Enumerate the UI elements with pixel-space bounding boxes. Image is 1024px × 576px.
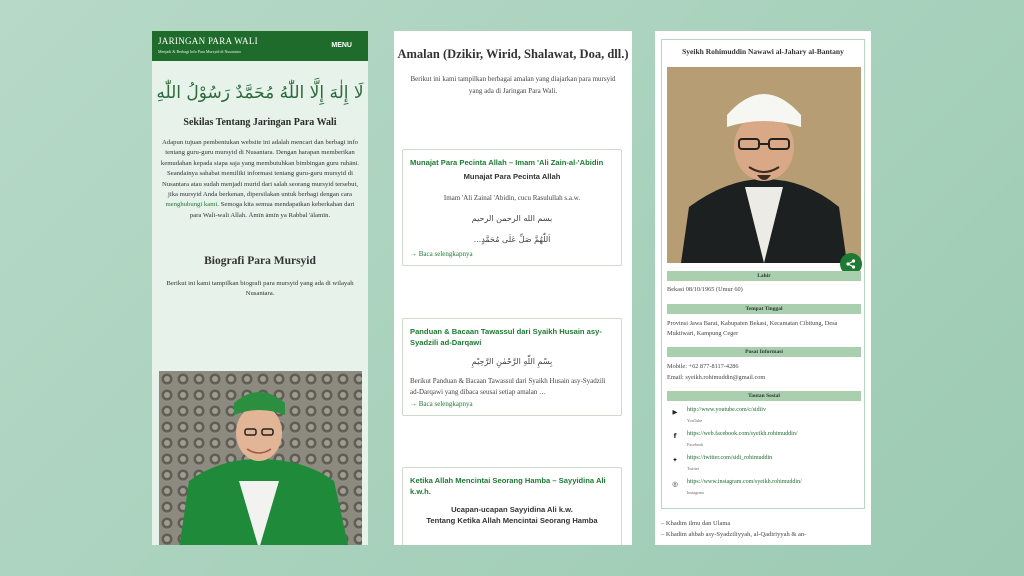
read-more-link[interactable]: → Baca selengkapnya bbox=[410, 400, 473, 409]
contact-link[interactable]: menghubungi kami bbox=[165, 201, 218, 209]
site-title[interactable]: JARINGAN PARA WALI bbox=[158, 36, 258, 46]
profile-photo[interactable] bbox=[667, 67, 861, 263]
social-link-instagram[interactable] bbox=[667, 479, 861, 501]
section-header-tempat-tinggal: Tempat Tinggal bbox=[667, 304, 861, 314]
instagram-icon: ◎ bbox=[672, 480, 678, 488]
card-subtitle: Ucapan-ucapan Sayyidina Ali k.w. bbox=[451, 504, 573, 514]
lahir-value: Bekasi 08/10/1965 (Umur 60) bbox=[667, 286, 743, 293]
social-link-youtube[interactable] bbox=[667, 407, 861, 429]
card-body: Berikut Panduan & Bacaan Tawassul dari Syaikh Husain asy-Syadzili ad-Darqawi yang dibaca seusai setiap amalan … bbox=[410, 376, 606, 396]
social-label: YouTube bbox=[687, 418, 703, 423]
card-arabic: ...اَللّٰهُمَّ صَلِّ عَلَى مُحَمَّدٍ bbox=[473, 234, 551, 244]
share-icon bbox=[846, 259, 856, 269]
social-label: Twitter bbox=[687, 466, 700, 471]
card-title[interactable]: Munajat Para Pecinta Allah – Imam 'Ali Zain-al-'Abidin bbox=[410, 158, 604, 167]
amalan-intro: Berikut ini kami tampilkan berbagai amalan yang diajarkan para mursyid yang ada di Jaringan Para Wali. bbox=[410, 75, 616, 95]
section-header-lahir: Lahir bbox=[667, 271, 861, 281]
social-label: Instagram bbox=[687, 490, 704, 495]
youtube-icon: ▶ bbox=[672, 408, 678, 416]
read-more-link[interactable]: → Baca selengkapnya bbox=[410, 249, 473, 258]
role-line: – Khadim ilmu dan Ulama bbox=[661, 520, 731, 527]
biography-intro: Berikut ini kami tampilkan biografi para mursyid yang ada di wilayah Nusantara. bbox=[166, 280, 354, 298]
social-link-twitter[interactable] bbox=[667, 455, 861, 477]
social-url[interactable]: http://www.youtube.com/c/sidiiv bbox=[687, 407, 766, 413]
facebook-icon: f bbox=[673, 432, 677, 440]
about-text bbox=[152, 138, 368, 221]
amalan-panel bbox=[394, 31, 632, 545]
amalan-card[interactable] bbox=[402, 149, 622, 266]
profile-card bbox=[661, 39, 865, 509]
profile-panel bbox=[655, 31, 871, 545]
mursyid-photo[interactable] bbox=[159, 371, 362, 545]
section-header-tautan-sosial: Tautan Sosial bbox=[667, 391, 861, 401]
card-title[interactable]: Panduan & Bacaan Tawassul dari Syaikh Husain asy-Syadzili ad-Darqawi bbox=[410, 327, 602, 348]
social-link-facebook[interactable] bbox=[667, 431, 861, 453]
about-heading: Sekilas Tentang Jaringan Para Wali bbox=[183, 117, 337, 128]
menu-button[interactable]: MENU bbox=[331, 42, 352, 49]
card-subtitle: Tentang Ketika Allah Mencintai Seorang Hamba bbox=[426, 516, 598, 526]
site-tagline: Menjadi & Berbagi Info Para Mursyid di Nusantara bbox=[158, 49, 241, 54]
section-header-pusat-informasi: Pusat Informasi bbox=[667, 347, 861, 357]
card-arabic: بِسْمِ اللّٰهِ الرَّحْمٰنِ الرَّحِيْمِ bbox=[471, 356, 553, 366]
mobile-value: Mobile: +62 877-8117-4286 bbox=[667, 363, 739, 370]
about-text-b: . Semoga kita semua mendapatkan keberkahan dari para Wali-wali Allah. Āmīn āmīn ya Rabbal 'ālamīn. bbox=[189, 201, 355, 219]
card-arabic: بسم الله الرحمن الرحيم bbox=[471, 213, 553, 223]
site-header bbox=[152, 31, 368, 61]
card-subtitle: Munajat Para Pecinta Allah bbox=[463, 172, 561, 182]
social-url[interactable]: https://twitter.com/sidi_rohimuddin bbox=[687, 455, 773, 461]
about-text-a: Adapun tujuan pembentukan website ini adalah mencari dan berbagi info tentang guru-guru mursyid di Nusantara. Dengan harapan memberikan kemudahan kepada siapa saja yang membutuhkan bimbingan guru ruhāni. Seandainya sahabat memiliki informasi tentang guru-guru mursyid di Nusantara atau sudah menjadi murid dari salah seorang mursyid tersebut, jika mursyid Anda berkenan, dipersilakan untuk berbagi dengan cara bbox=[160, 139, 360, 198]
social-url[interactable]: https://www.instagram.com/syeikh.rohimuddin/ bbox=[687, 479, 802, 485]
card-body: Imam 'Ali Zainal 'Abidin, cucu Rasulullah s.a.w. bbox=[443, 193, 581, 202]
amalan-title: Amalan (Dzikir, Wirid, Shalawat, Doa, dll.) bbox=[397, 47, 629, 61]
twitter-icon: ✦ bbox=[672, 456, 678, 464]
card-title[interactable]: Ketika Allah Mencintai Seorang Hamba – Sayyidina Ali k.w.h. bbox=[410, 476, 606, 497]
social-label: Facebook bbox=[687, 442, 704, 447]
mursyid-portrait bbox=[159, 371, 362, 545]
role-line: – Khadim ahbab asy-Syadziliyyah, al-Qadiriyyah & an- bbox=[661, 531, 807, 539]
profile-portrait bbox=[667, 67, 861, 263]
home-panel bbox=[152, 31, 368, 545]
amalan-card[interactable] bbox=[402, 467, 622, 545]
shahada-calligraphy: لَا إِلٰهَ إِلَّا اللّٰهُ مُحَمَّدٌ رَسُوْلُ اللّٰهِ bbox=[156, 83, 364, 103]
tempat-tinggal-value: Provinsi Jawa Barat, Kabupaten Bekasi, Kecamatan Cibitung, Desa Muktiwari, Kampung Ceger bbox=[667, 320, 838, 337]
biography-heading: Biografi Para Mursyid bbox=[204, 255, 316, 267]
profile-name: Syeikh Rohimuddin Nawawi al-Jahary al-Bantany bbox=[682, 47, 844, 56]
email-value: Email: syeikh.rohimuddin@gmail.com bbox=[667, 374, 766, 381]
social-url[interactable]: https://web.facebook.com/syeikh.rohimuddin/ bbox=[687, 431, 798, 437]
amalan-card[interactable] bbox=[402, 318, 622, 416]
profile-roles bbox=[661, 518, 806, 540]
